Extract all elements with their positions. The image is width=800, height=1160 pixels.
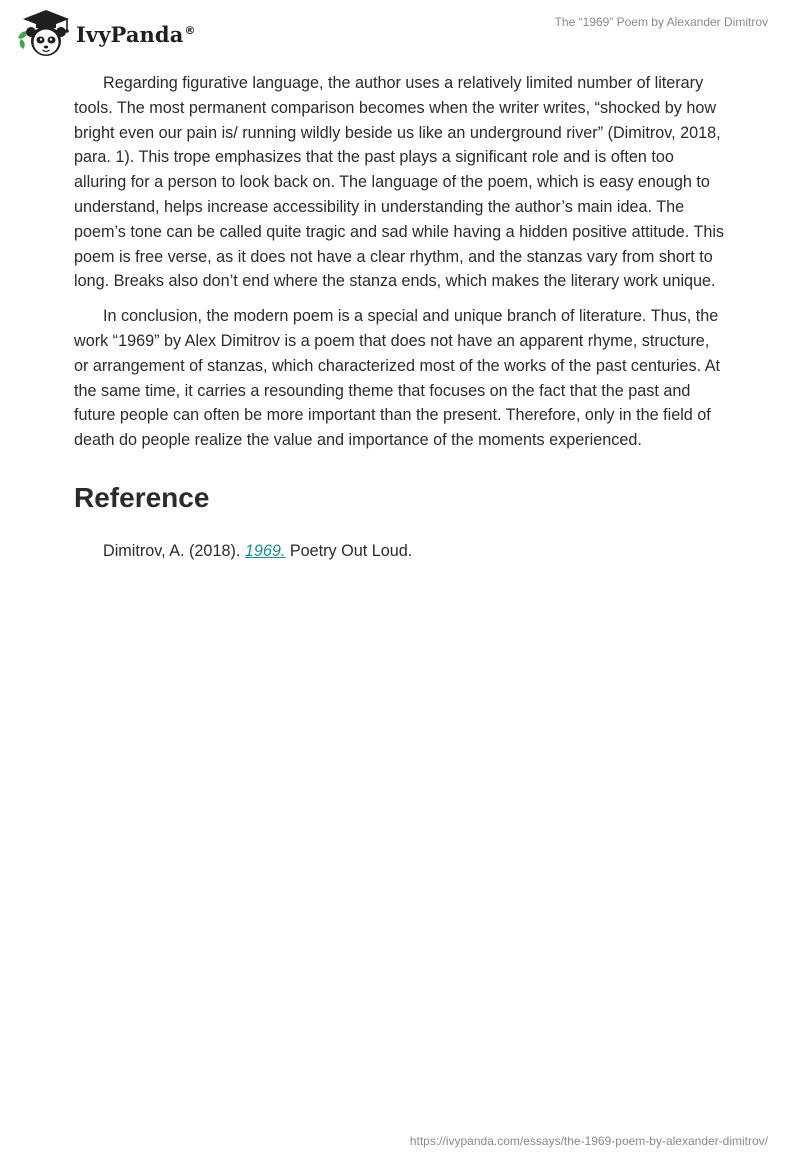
registered-mark: ® [184, 23, 196, 37]
page-header [0, 0, 800, 70]
essay-content [74, 71, 726, 563]
ivypanda-logo[interactable] [14, 8, 196, 58]
reference-entry [103, 539, 726, 563]
reference-publisher: Poetry Out Loud. [285, 541, 413, 560]
reference-title-link[interactable]: 1969. [244, 541, 286, 560]
body-paragraph-figurative-language: Regarding figurative language, the author uses a relatively limited number of literary tools. The most permanent comparison becomes when the writer writes, “shocked by how bright even our pain is/ running wildly beside us like an underground river” (Dimitrov, 2018, para. 1). This trope emphasizes that the past plays a significant role and is often too alluring for a person to look back on. The language of the poem, which is easy enough to understand, helps increase accessibility in understanding the author’s main idea. The poem’s tone can be called quite tragic and sad while having a hidden positive attitude. This poem is free verse, as it does not have a clear rhythm, and the stanzas vary from short to long. Breaks also don’t end where the stanza ends, which makes the literary work unique. [74, 74, 725, 291]
panda-graduation-cap-icon [14, 8, 72, 58]
body-paragraph-conclusion: In conclusion, the modern poem is a special and unique branch of literature. Thus, the work “1969” by Alex Dimitrov is a poem that does not have an apparent rhyme, structure, or arrangement of stanzas, which characterized most of the works of the past centuries. At the same time, it carries a resounding theme that focuses on the fact that the past and future people can often be more important than the present. Therefore, only in the field of death do people realize the value and importance of the moments experienced. [74, 307, 721, 450]
brand-text: IvyPanda [76, 21, 184, 47]
reference-heading: Reference [74, 481, 210, 513]
footer-url[interactable]: https://ivypanda.com/essays/the-1969-poem-by-alexander-dimitrov/ [409, 1134, 768, 1148]
reference-author-year: Dimitrov, A. (2018). [103, 541, 245, 560]
document-title: The “1969” Poem by Alexander Dimitrov [554, 15, 768, 29]
brand-name [76, 22, 196, 47]
